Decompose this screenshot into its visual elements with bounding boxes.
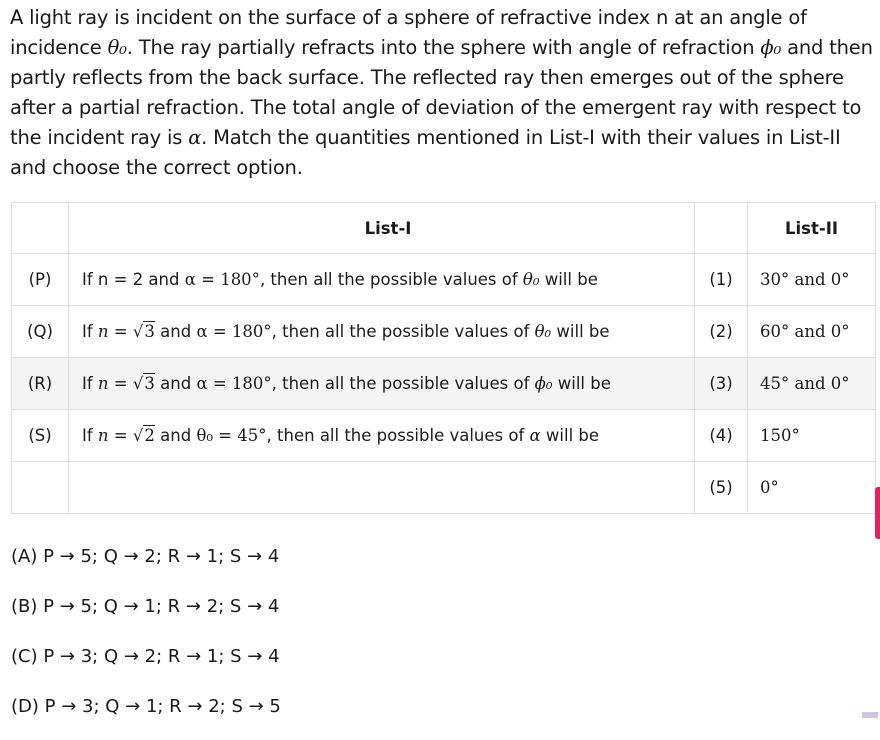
row-statement	[69, 410, 695, 462]
option-b[interactable]: (B) P → 5; Q → 1; R → 2; S → 4	[11, 596, 280, 617]
question-part-4: . Match the quantities mentioned in List-I with their values in List-II and choose the correct option.	[10, 126, 841, 179]
statement-condition: α = 180°	[196, 322, 272, 341]
question-text	[10, 3, 876, 183]
statement-condition: α = 180°	[196, 374, 272, 393]
corner-widget[interactable]	[862, 712, 878, 718]
statement-text: If	[82, 374, 98, 393]
statement-text: will be	[552, 374, 611, 393]
row-id: (S)	[12, 410, 69, 462]
question-part-2: . The ray partially refracts into the sphere with angle of refraction	[126, 36, 761, 59]
row-value: 150°	[748, 410, 876, 462]
row-statement-empty	[69, 462, 695, 514]
table-row	[12, 462, 876, 514]
sqrt-radicand: 3	[144, 322, 155, 341]
row-number: (1)	[695, 254, 748, 306]
row-value: 45° and 0°	[748, 358, 876, 410]
statement-target: θ₀	[522, 270, 540, 289]
row-id: (R)	[12, 358, 69, 410]
statement-text: will be	[540, 426, 600, 445]
statement-text: , then all the possible values of	[266, 426, 530, 445]
row-number: (2)	[695, 306, 748, 358]
row-number: (3)	[695, 358, 748, 410]
header-blank-2	[695, 203, 748, 254]
question-part-3: and then partly reflects from the back surface. The reflected ray then emerges out of the sphere after a partial refraction. The total angle of deviation of the emergent ray with respect to the incident ray is	[10, 36, 873, 149]
table-header-row	[12, 203, 876, 254]
sqrt-radicand: 2	[144, 426, 155, 445]
statement-text: , then all the possible values of	[259, 270, 523, 289]
statement-text: and	[154, 374, 197, 393]
symbol-theta0: θ₀	[107, 36, 127, 59]
statement-n: n =	[97, 322, 133, 341]
list1-header: List-I	[69, 203, 695, 254]
row-number: (5)	[695, 462, 748, 514]
table-row	[12, 358, 876, 410]
side-feedback-tab[interactable]	[875, 487, 880, 539]
symbol-phi0: ϕ₀	[760, 36, 782, 59]
statement-text: , then all the possible values of	[271, 374, 535, 393]
row-id: (P)	[12, 254, 69, 306]
table-row	[12, 306, 876, 358]
row-value: 0°	[748, 462, 876, 514]
answer-options	[11, 540, 281, 740]
sqrt-expression: √3	[132, 322, 155, 341]
row-id: (Q)	[12, 306, 69, 358]
row-id-empty	[12, 462, 69, 514]
statement-target: α	[529, 426, 541, 445]
statement-text: and	[154, 426, 197, 445]
statement-text: will be	[539, 270, 598, 289]
statement-condition: α = 180°	[184, 270, 260, 289]
option-c[interactable]: (C) P → 3; Q → 2; R → 1; S → 4	[11, 646, 280, 667]
row-statement	[69, 254, 695, 306]
sqrt-expression: √3	[132, 374, 155, 393]
statement-n: n =	[97, 426, 133, 445]
row-statement	[69, 358, 695, 410]
table-row	[12, 254, 876, 306]
symbol-alpha: α	[188, 126, 202, 149]
statement-text: will be	[551, 322, 610, 341]
row-statement	[69, 306, 695, 358]
row-value: 60° and 0°	[748, 306, 876, 358]
statement-text: , then all the possible values of	[271, 322, 535, 341]
statement-text: and	[154, 322, 197, 341]
statement-text: If n = 2 and	[82, 270, 185, 289]
statement-condition: θ₀ = 45°	[196, 426, 267, 445]
statement-n: n =	[97, 374, 133, 393]
option-d[interactable]: (D) P → 3; Q → 1; R → 2; S → 5	[11, 696, 281, 717]
table-row	[12, 410, 876, 462]
row-number: (4)	[695, 410, 748, 462]
statement-text: If	[82, 322, 98, 341]
match-table	[11, 202, 876, 514]
statement-target: θ₀	[534, 322, 552, 341]
option-a[interactable]: (A) P → 5; Q → 2; R → 1; S → 4	[11, 546, 280, 567]
header-blank	[12, 203, 69, 254]
row-value: 30° and 0°	[748, 254, 876, 306]
sqrt-radicand: 3	[144, 374, 155, 393]
statement-text: If	[82, 426, 98, 445]
list2-header: List-II	[748, 203, 876, 254]
statement-target: ϕ₀	[534, 374, 553, 393]
sqrt-expression: √2	[132, 426, 155, 445]
question-part-1: A light ray is incident on the surface of a sphere of refractive index n at an angle of incidence	[10, 6, 807, 59]
